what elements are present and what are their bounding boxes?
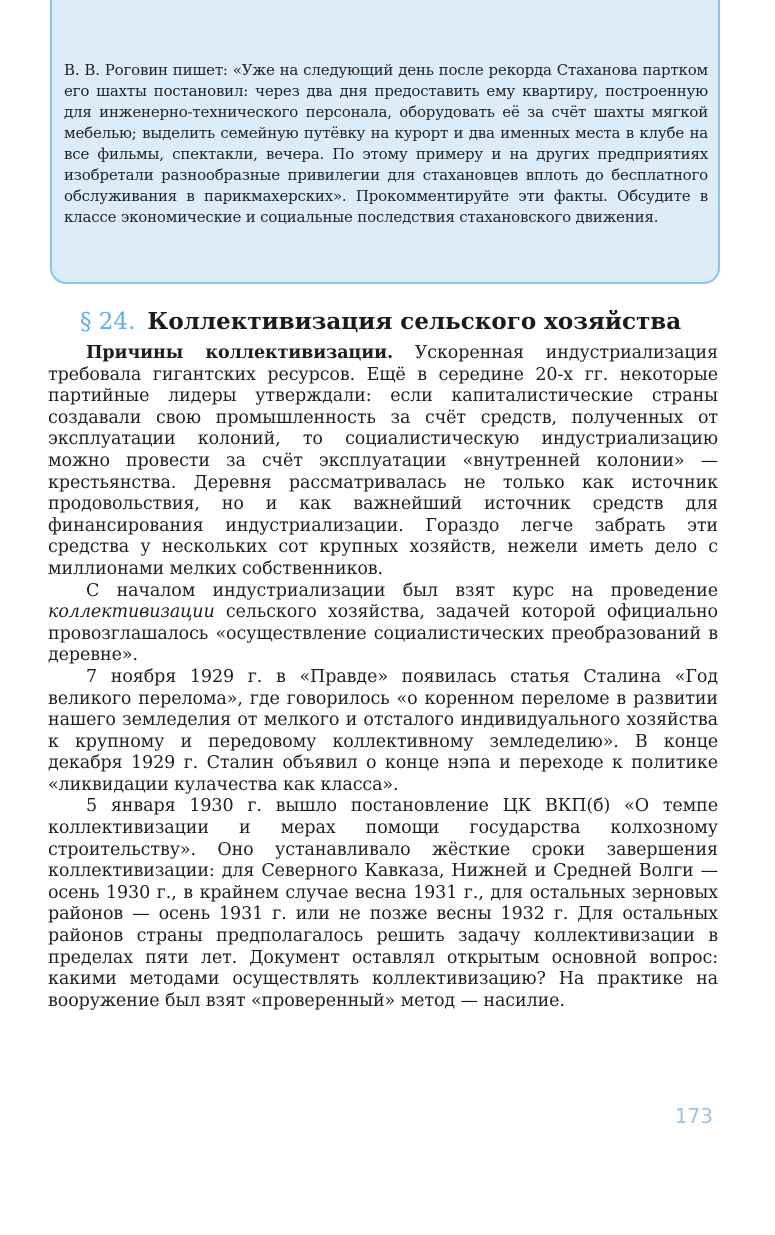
section-body (48, 343, 718, 1012)
paragraph-lead-heading: Причины коллективизации. (86, 343, 394, 363)
paragraph-text: С началом индустриализации был взят курс на проведение (86, 580, 718, 601)
assignment-text: В. В. Роговин пишет: «Уже на следующий день после рекорда Стаханова партком его шахты постановил: через два дня предоставить ему квартиру, построенную для инженерно-технического персонала, оборудовать её за счёт шахты мягкой мебелью; выделить семейную путёвку на курорт и два именных места в клубе на все фильмы, спектакли, вечера. По этому примеру и на других предприятиях изобретали разнообразные привилегии для стахановцев вплоть до бесплатного обслуживания в парикмахерских». Прокомментируйте эти факты. Обсудите в классе экономические и социальные последствия стахановского движения. (64, 61, 708, 226)
page-number: 173 (674, 1104, 713, 1128)
emphasized-term: коллективизации (48, 602, 215, 623)
assignment-box (50, 0, 720, 284)
section-number: § 24. (80, 309, 136, 335)
section-title: Коллективизация сельского хозяйства (147, 308, 682, 335)
paragraph-text: Ускоренная индустриализация требовала гигантских ресурсов. Ещё в середине 20-х гг. некоторые партийные лидеры утверждали: если капиталистические страны создавали свою промышленность за счёт средств, полученных от эксплуатации колоний, то социалистическую индустриализацию можно провести за счёт эксплуатации «внутренней колонии» — крестьянства. Деревня рассматривалась не только как источник продовольствия, но и как важнейший источник средств для финансирования индустриализации. Гораздо легче забрать эти средства у нескольких сот крупных хозяйств, нежели иметь дело с миллионами мелких собственников. (48, 343, 718, 579)
paragraph-collectivization-course (48, 581, 718, 667)
section-heading (80, 306, 720, 338)
paragraph-text: сельского хозяйства, задачей которой официально провозглашалось «осуществление социалистических преобразований в деревне». (48, 602, 718, 666)
paragraph-resolution: 5 января 1930 г. вышло постановление ЦК ВКП(б) «О темпе коллективизации и мерах помощи государства колхозному строительству». Оно устанавливало жёсткие сроки завершения коллективизации: для Северного Кавказа, Нижней и Средней Волги — осень 1930 г., в крайнем случае весна 1931 г., для остальных зерновых районов — осень 1931 г. или не позже весны 1932 г. Для остальных районов страны предполагалось решить задачу коллективизации в пределах пяти лет. Документ оставлял открытым основной вопрос: какими методами осуществлять коллективизацию? На практике на вооружение был взят «проверенный» метод — насилие. (48, 796, 718, 1011)
paragraph-great-turn: 7 ноября 1929 г. в «Правде» появилась статья Сталина «Год великого перелома», где говорилось «о коренном переломе в развитии нашего земледелия от мелкого и отсталого индивидуального хозяйства к крупному и передовому коллективному земледелию». В конце декабря 1929 г. Сталин объявил о конце нэпа и переходе к политике «ликвидации кулачества как класса». (48, 666, 718, 795)
paragraph-causes (48, 343, 718, 581)
